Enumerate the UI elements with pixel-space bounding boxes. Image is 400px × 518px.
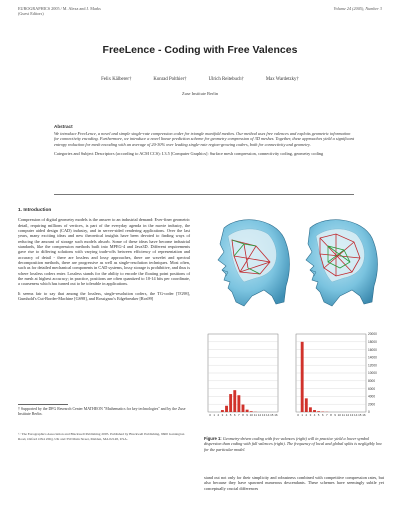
x-tick-label: 14	[354, 413, 358, 417]
footnote-divider	[18, 404, 68, 405]
histogram-bar	[313, 410, 316, 412]
x-tick-label: 8	[330, 413, 332, 417]
footnote: † Supported by the DFG Research Center MATHEON "Mathematics for key technologies" and by the Zuse Institute Berlin.	[18, 407, 186, 416]
y-tick-label: 10000	[368, 371, 377, 376]
y-tick-label: 20000	[368, 332, 377, 337]
x-tick-label: 13	[349, 413, 354, 417]
running-header-left	[18, 6, 101, 17]
x-tick-label: 1	[301, 413, 304, 417]
affiliation: Zuse Institute Berlin	[181, 91, 219, 96]
histogram-bar	[229, 394, 232, 412]
author-name: Max Wardetzky†	[265, 77, 299, 82]
abstract-block	[54, 124, 354, 157]
x-tick-label: 3	[309, 413, 312, 417]
x-tick-label: 7	[326, 413, 328, 417]
abstract-heading: Abstract	[54, 124, 73, 129]
x-tick-label: 13	[261, 413, 266, 417]
abstract-text: We introduce FreeLence, a novel and simple single-rate compression coder for triangle manifold meshes. Our method uses free valences and exploits geometric information for connectivity encoding. Furthermore, we introduce a novel linear prediction scheme for geometry compression of 3D meshes. Together, these approaches yield a significant entropy reduction for mesh encoding with an average of 20-30% over leading single-rate region-growing coders, both for connectivity and geometry.	[54, 130, 355, 147]
author-list	[0, 77, 400, 82]
author-name: Ulrich Reitebuch†	[208, 77, 244, 82]
histogram-bar	[250, 411, 253, 412]
histogram-bar	[246, 410, 249, 412]
x-tick-label: 16	[274, 413, 278, 417]
editors-line: (Guest Editors)	[18, 11, 44, 17]
y-tick-label: 2000	[368, 402, 376, 407]
x-tick-label: 7	[238, 413, 240, 417]
paper-title: FreeLence - Coding with Free Valences	[102, 44, 298, 56]
x-tick-label: 15	[270, 413, 274, 417]
running-header-right: Volume 24 (2005), Number 3	[333, 6, 382, 11]
x-tick-label: 6	[233, 413, 236, 417]
section-heading: 1. Introduction	[18, 208, 52, 213]
left-column	[18, 208, 190, 302]
y-tick-label: 14000	[368, 355, 377, 360]
intro-paragraph-1: Compression of digital geometry models is the answer to an industrial demand: Ever-finer geometric detail, requiring millions of vertices, is part of the everyday agenda in the movie industry, the computer aided design (CAD) industry, and in server-sided rendering applications. Over the last years, many exciting ideas and new theoretical insights have been devoted to finding ways of reducing the amount of storage such models absorb. Some of these ideas have become industrial standards, like the compression methods built into MPEG-4 and Java3D. Different requirements gave rise to differing solutions with varying trade-offs between efficiency of representation and accuracy of detail - there are lossless and lossy approaches, there are wavelet and spectral decomposition methods, there are progressive as well as single-resolution techniques. Most often, such as for detailed mechanical components in CAD systems, lossy storage is prohibitive, and thus is where lossless coders enter. Lossless stands for the ability to encode the floating point positions of the mesh at highest accuracy; in practice, positions are often quantized to 10-14 bits per coordinate, a coarseness which has turned out to be tolerable in applications.	[18, 217, 190, 287]
x-tick-label: 2	[305, 413, 308, 417]
y-tick-label: 18000	[368, 340, 377, 344]
x-tick-label: 8	[242, 413, 244, 417]
histogram-bar	[301, 342, 304, 412]
histogram-bar	[242, 405, 245, 412]
x-tick-label: 16	[362, 413, 366, 417]
histogram-bar	[225, 406, 228, 412]
acm-categories: Categories and Subject Descriptors (according to ACM CCS): I.3.5 [Computer Graphics]: Surface mesh compression, connectivity coding, geometry coding	[54, 151, 324, 157]
conference-line: EUROGRAPHICS 2005 / M. Alexa and J. Marks	[18, 6, 101, 11]
y-tick-label: 6000	[368, 386, 376, 391]
y-tick-label: 0	[368, 410, 370, 415]
x-tick-label: 10	[337, 413, 341, 417]
x-tick-label: 11	[341, 413, 345, 417]
right-column-paragraph: stand out not only for their simplicity and robustness combined with competitive compression rates, but also because they have spawned numerous descendants. These schemes have seemingly subtle yet conceptually crucial differences	[204, 475, 384, 491]
head-model-left	[218, 220, 290, 306]
x-tick-label: 4	[313, 413, 316, 417]
copyright-notice: © The Eurographics Association and Blackwell Publishing 2005. Published by Blackwell Publishing, 9600 Garsington Road, Oxford OX4 2DQ, UK and 350 Main Street, Malden, MA 02148, USA.	[18, 432, 185, 441]
caption-label: Figure 1:	[204, 436, 222, 441]
histogram-bar	[221, 410, 224, 412]
y-tick-label: 16000	[368, 347, 377, 352]
histogram-bar	[237, 395, 240, 412]
y-tick-label: 4000	[368, 394, 376, 399]
x-tick-label: 9	[334, 413, 336, 417]
histogram-free-valences	[296, 332, 377, 417]
x-tick-label: 0	[209, 413, 211, 417]
x-tick-label: 12	[345, 413, 350, 417]
x-tick-label: 9	[246, 413, 248, 417]
histogram-bar	[309, 407, 312, 412]
x-tick-label: 2	[217, 413, 220, 417]
x-tick-label: 6	[321, 413, 324, 417]
x-tick-label: 1	[213, 413, 216, 417]
x-tick-label: 14	[266, 413, 270, 417]
head-model-right	[306, 220, 378, 306]
histogram-bar	[317, 411, 320, 412]
intro-paragraph-2: It seems fair to say that among the lossless, single-resolution coders, the TG-coder [TG98], Gumhold's Cut-Border-Machine [GS98], and Rossignac's Edgebreaker [Ros99]	[18, 290, 190, 302]
x-tick-label: 4	[225, 413, 228, 417]
caption-text: Geometry-driven coding with free valences (right) will in practice yield a lower symbol dispersion than coding with full valences (right). The frequency of local and global splits is negligibly low for the particular model.	[204, 436, 382, 452]
x-tick-label: 5	[229, 413, 232, 417]
x-tick-label: 3	[221, 413, 224, 417]
x-tick-label: 15	[358, 413, 362, 417]
author-name: Konrad Polthier†	[153, 77, 187, 82]
y-tick-label: 12000	[368, 363, 377, 368]
histogram-full-valences	[208, 334, 278, 417]
y-tick-label: 8000	[368, 379, 376, 383]
x-tick-label: 0	[297, 413, 299, 417]
author-name: Felix Kälberer†	[101, 77, 132, 82]
histogram-bar	[305, 398, 308, 412]
figure-caption	[204, 436, 384, 452]
x-tick-label: 5	[317, 413, 320, 417]
abstract-divider	[54, 194, 354, 195]
x-tick-label: 10	[249, 413, 253, 417]
figure-1	[204, 216, 384, 424]
figure-canvas	[204, 216, 384, 424]
x-tick-label: 12	[257, 413, 262, 417]
x-tick-label: 11	[253, 413, 257, 417]
histogram-bar	[233, 390, 236, 412]
